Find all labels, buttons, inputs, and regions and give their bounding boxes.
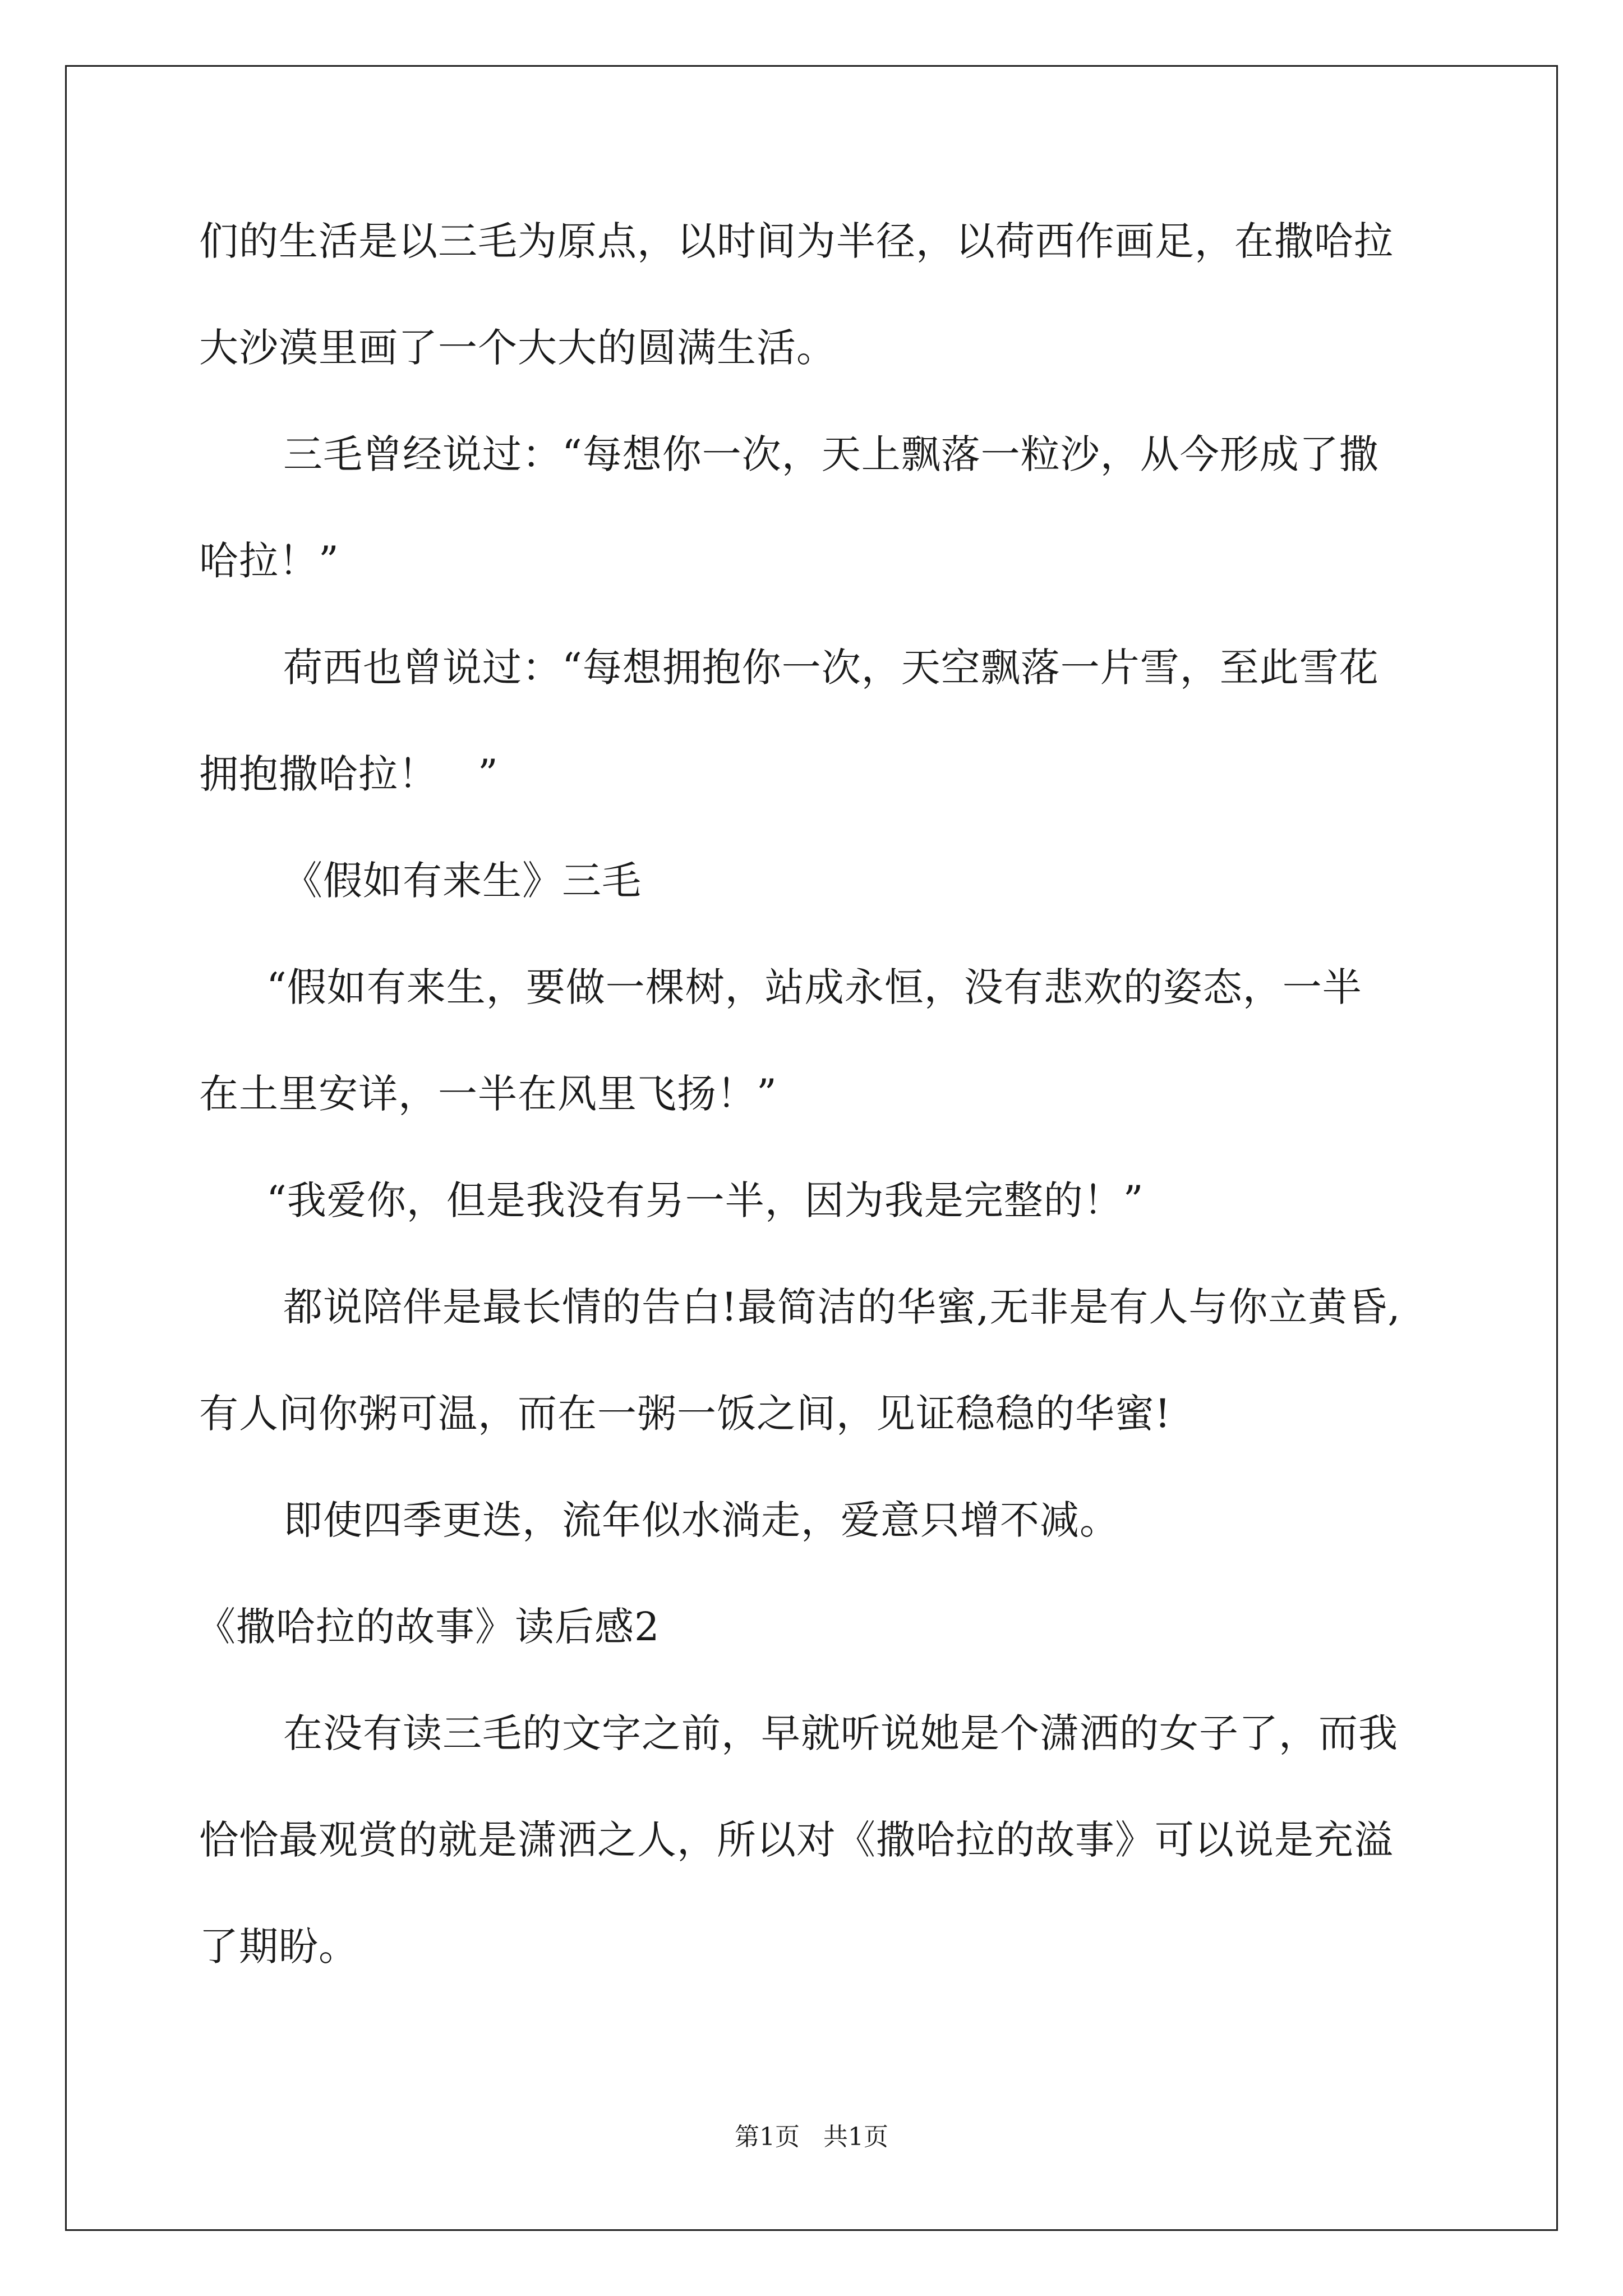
poem-title: 《假如有来生》三毛 (283, 858, 642, 904)
paragraph-line: 有人问你粥可温，而在一粥一饭之间，见证稳稳的华蜜! (199, 1391, 1172, 1437)
paragraph-line: 都说陪伴是最长情的告白!最简洁的华蜜,无非是有人与你立黄昏, (283, 1284, 1401, 1330)
paragraph-line: 三毛曾经说过：“每想你一次，天上飘落一粒沙，从今形成了撒 (283, 431, 1379, 477)
paragraph-line: 哈拉！” (199, 538, 339, 584)
paragraph-line: 了期盼。 (199, 1924, 358, 1970)
page-number: 第1页 (735, 2123, 800, 2151)
page-total: 共1页 (823, 2123, 888, 2151)
paragraph-line: 荷西也曾说过：“每想拥抱你一次，天空飘落一片雪，至此雪花 (283, 645, 1379, 691)
paragraph-line: 们的生活是以三毛为原点，以时间为半径，以荷西作画足，在撒哈拉 (199, 218, 1394, 264)
paragraph-line: 拥抱撒哈拉！ ” (199, 751, 499, 797)
page-footer (0, 2120, 1623, 2154)
paragraph-line: 恰恰最观赏的就是潇洒之人，所以对《撒哈拉的故事》可以说是充溢 (199, 1817, 1394, 1863)
section-heading: 《撒哈拉的故事》读后感2 (196, 1604, 660, 1650)
page-border (65, 65, 1558, 2231)
paragraph-line: “我爱你，但是我没有另一半，因为我是完整的！” (266, 1177, 1144, 1223)
paragraph-line: “假如有来生，要做一棵树，站成永恒，没有悲欢的姿态，一半 (266, 964, 1362, 1010)
paragraph-line: 大沙漠里画了一个大大的圆满生活。 (199, 325, 836, 371)
paragraph-line: 在没有读三毛的文字之前，早就听说她是个潇洒的女子了，而我 (283, 1710, 1398, 1756)
paragraph-line: 在土里安详，一半在风里飞扬！” (199, 1071, 777, 1117)
paragraph-line: 即使四季更迭，流年似水淌走，爱意只增不减。 (283, 1497, 1119, 1543)
